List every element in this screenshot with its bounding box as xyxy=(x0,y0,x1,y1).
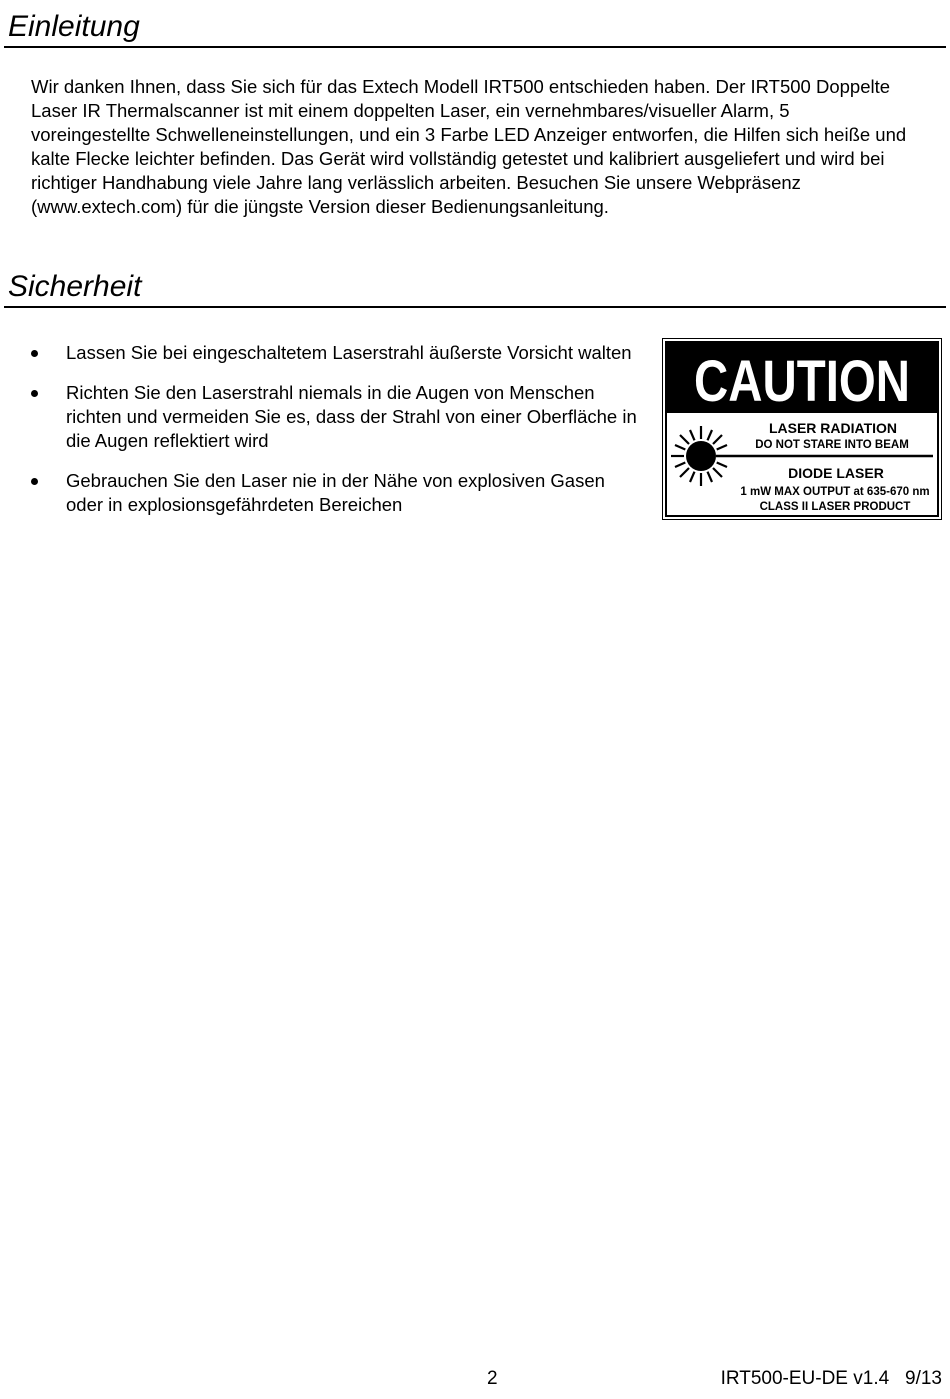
caution-title: CAUTION xyxy=(694,349,910,414)
bullet-icon xyxy=(31,478,38,485)
intro-paragraph: Wir danken Ihnen, dass Sie sich für das Extech Modell IRT500 entschieden haben. Der IRT500 Doppelte Laser IR Thermalscanner ist mit einem doppelten Laser, ein vernehmbares/visueller Alarm, 5 voreingestellte Schwelleneinstellungen, und ein 3 Farbe LED Anzeiger entworfen, die Hilfen sich heiße und kalte Flecke leichter befinden. Das Gerät wird vollständig getestet und kalibriert ausgeliefert und wird bei richtiger Handhabung viele Jahre lang verlässlich arbeiten. Besuchen Sie unsere Webpräsenz (www.extech.com) für die jüngste Version dieser Bedienungsanleitung. xyxy=(31,76,907,217)
safety-bullet-text: Gebrauchen Sie den Laser nie in der Nähe von explosiven Gasen oder in explosionsgefährdeten Bereichen xyxy=(66,470,605,515)
caution-line-class: CLASS II LASER PRODUCT xyxy=(759,501,911,513)
safety-bullet-item xyxy=(28,469,640,517)
safety-bullet-text: Lassen Sie bei eingeschaltetem Laserstrahl äußerste Vorsicht walten xyxy=(66,342,632,363)
caution-line-do-not-stare: DO NOT STARE INTO BEAM xyxy=(755,439,909,451)
caution-line-max-output: 1 mW MAX OUTPUT at 635-670 nm xyxy=(740,486,930,498)
safety-bullet-list xyxy=(28,341,640,533)
caution-label-graphic xyxy=(663,339,941,519)
caution-line-laser-radiation: LASER RADIATION xyxy=(768,420,898,436)
heading-einleitung: Einleitung xyxy=(4,10,946,48)
footer-document-id: IRT500-EU-DE v1.4 9/13 xyxy=(720,1368,942,1389)
safety-bullet-text: Richten Sie den Laserstrahl niemals in die Augen von Menschen richten und vermeiden Sie es, dass der Strahl von einer Oberfläche in die Augen reflektiert wird xyxy=(66,382,637,451)
safety-bullet-item xyxy=(28,341,640,365)
footer-page-number: 2 xyxy=(487,1368,498,1389)
caution-laser-label xyxy=(662,338,942,520)
heading-sicherheit: Sicherheit xyxy=(4,270,946,308)
safety-bullet-item xyxy=(28,381,640,453)
bullet-icon xyxy=(31,390,38,397)
caution-line-diode-laser: DIODE LASER xyxy=(788,465,884,481)
bullet-icon xyxy=(31,350,38,357)
